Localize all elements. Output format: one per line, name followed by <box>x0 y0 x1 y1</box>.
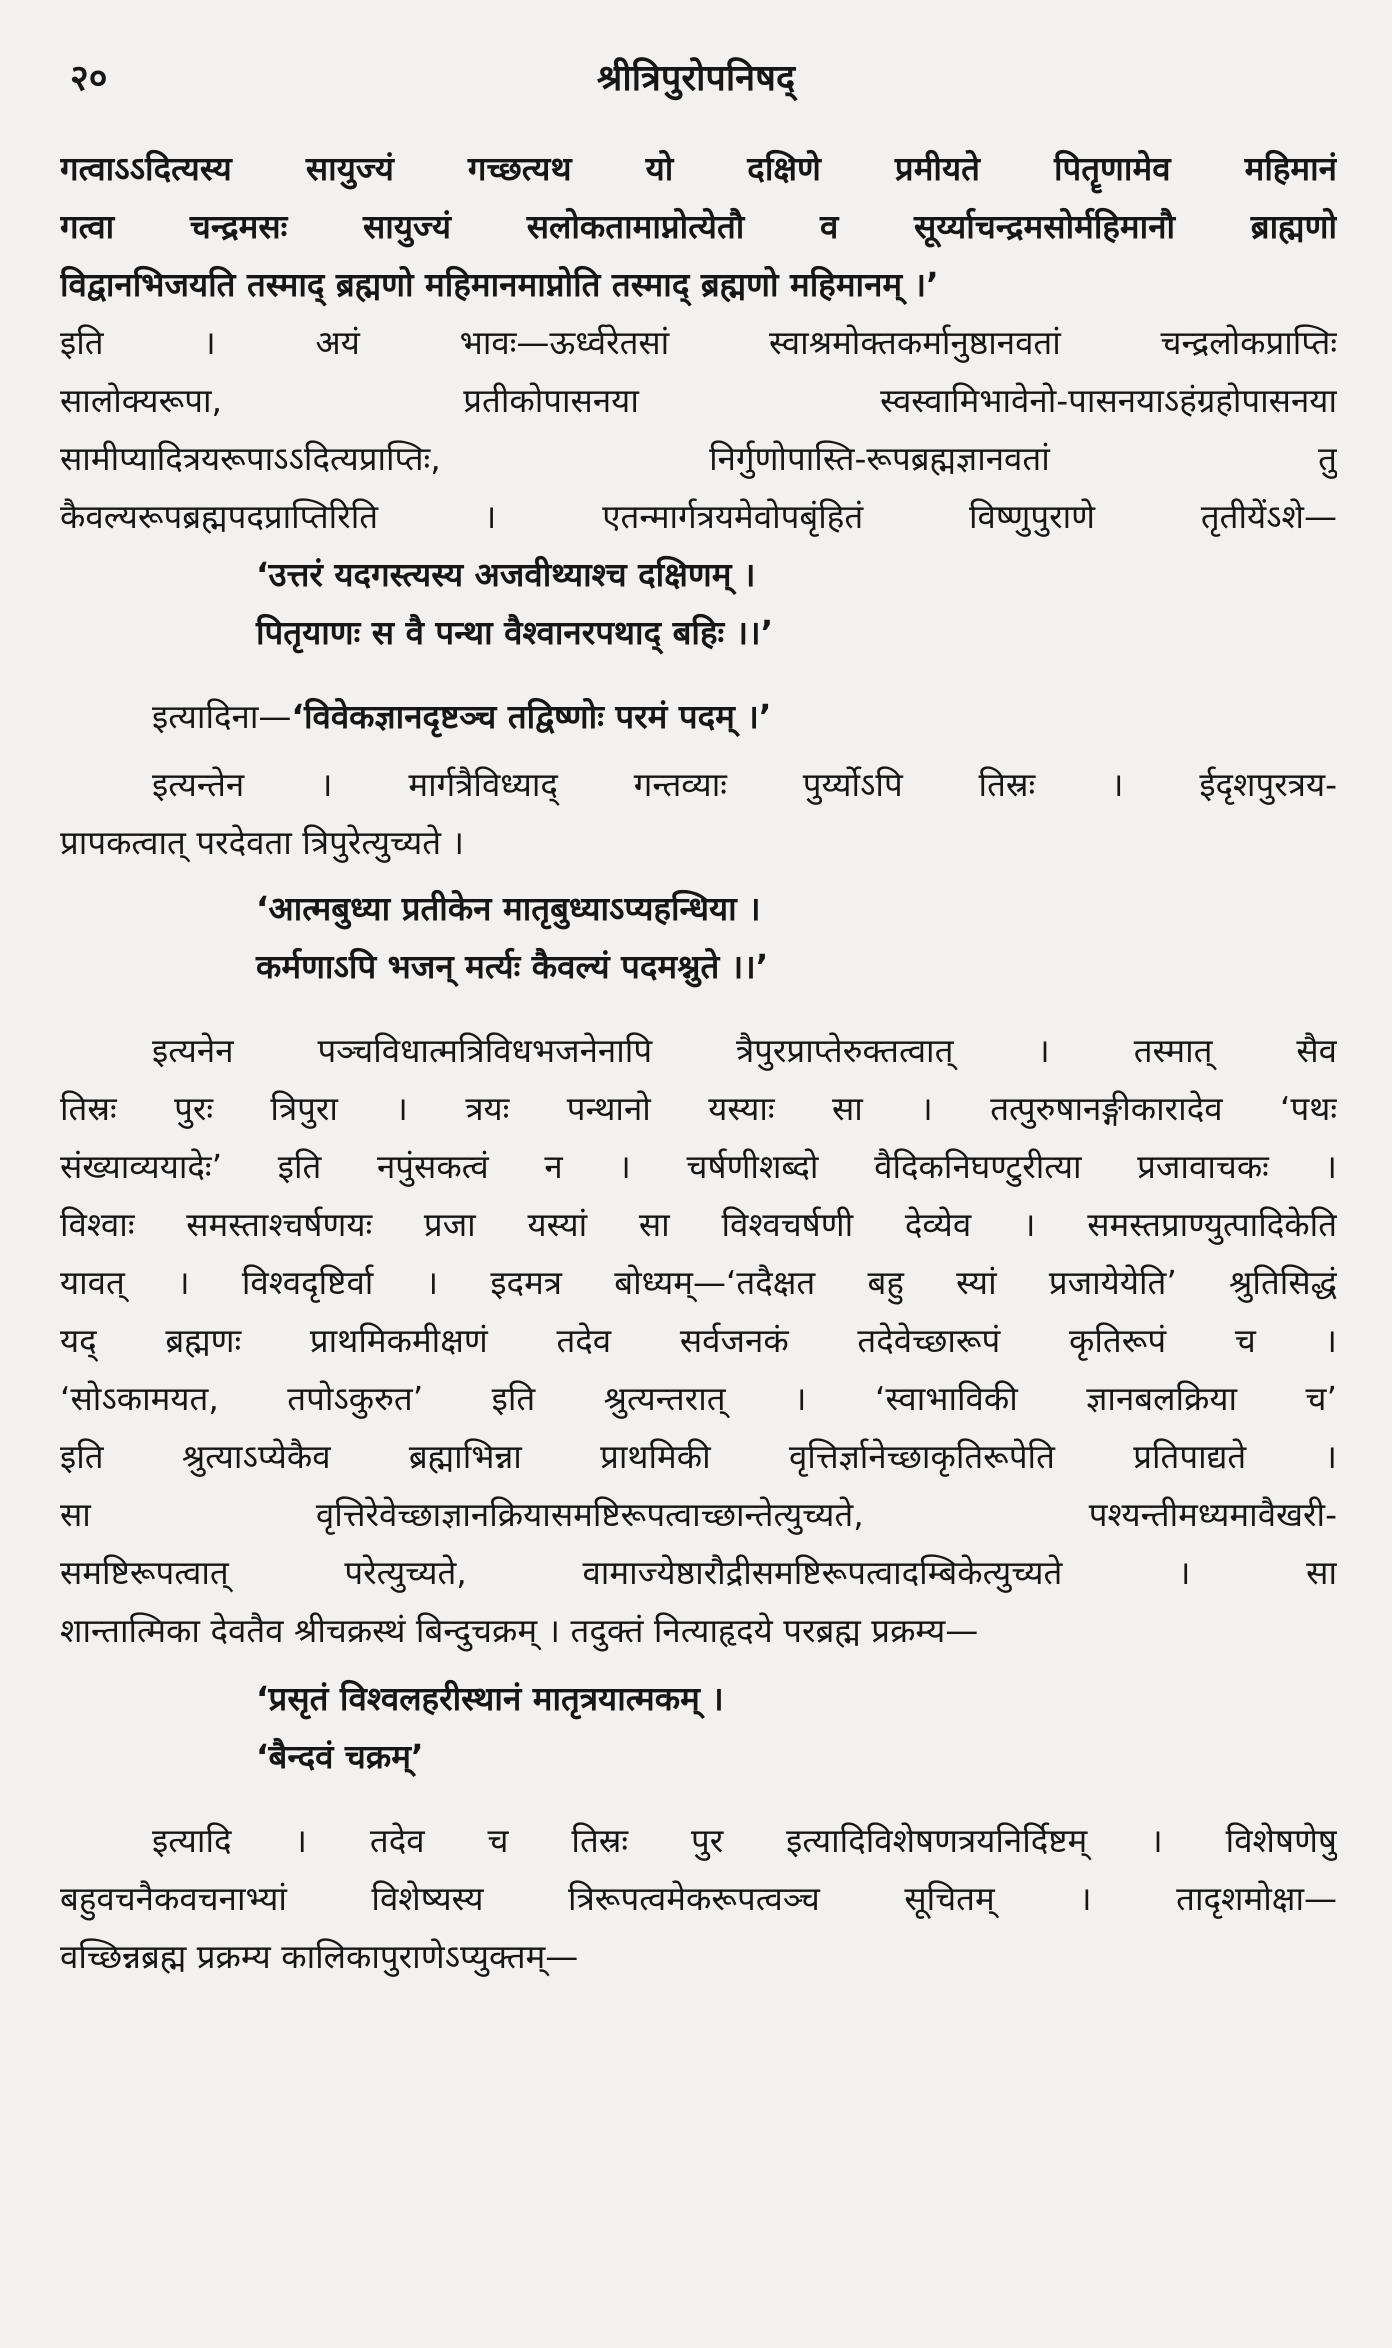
text-line: संख्याव्ययादेः’ इति नपुंसकत्वं न । चर्षणीशब्दो वैदिकनिघण्टुरीत्या प्रजावाचकः । <box>60 1147 1337 1186</box>
page-body <box>60 140 1337 1986</box>
text-line: कैवल्यरूपब्रह्मपदप्राप्तिरिति । एतन्मार्गत्रयमेवोपबृंहितं विष्णुपुराणे तृतीयेंऽशे— <box>60 497 1337 536</box>
verse-line: ‘आत्मबुध्या प्रतीकेन मातृबुध्याऽप्यहन्धिया । <box>256 889 761 928</box>
text-line: विश्वाः समस्ताश्चर्षणयः प्रजा यस्यां सा विश्वचर्षणी देव्येव । समस्तप्राण्युत्पादिकेति <box>60 1205 1337 1244</box>
text-line: इत्यनेन पञ्चविधात्मत्रिविधभजनेनापि त्रैपुरप्राप्तेरुक्तत्वात् । तस्मात् सैव <box>152 1031 1337 1070</box>
text-line: गत्वा चन्द्रमसः सायुज्यं सलोकतामाप्नोत्येतौ व सूर्य्याचन्द्रमसोर्महिमानौ ब्राह्मणो <box>60 207 1337 246</box>
text-line: समष्टिरूपत्वात् परेत्युच्यते, वामाज्येष्ठारौद्रीसमष्टिरूपत्वादम्बिकेत्युच्यते । सा <box>60 1553 1337 1592</box>
text-line: इत्यादि । तदेव च तिस्रः पुर इत्यादिविशेषणत्रयनिर्दिष्टम् । विशेषणेषु <box>152 1821 1337 1860</box>
verse-line: ‘बैन्दवं चक्रम्’ <box>256 1737 424 1776</box>
page-header <box>60 52 1332 122</box>
text-line: यावत् । विश्वदृष्टिर्वा । इदमत्र बोध्यम्—‘तदैक्षत बहु स्यां प्रजायेयेति’ श्रुतिसिद्धं <box>60 1263 1337 1302</box>
text-line: बहुवचनैकवचनाभ्यां विशेष्यस्य त्रिरूपत्वमेकरूपत्वञ्च सूचितम् । तादृशमोक्षा— <box>60 1879 1337 1918</box>
text-line: इति श्रुत्याऽप्येकैव ब्रह्माभिन्ना प्राथमिकी वृत्तिर्ज्ञानेच्छाकृतिरूपेति प्रतिपाद्यते । <box>60 1437 1337 1476</box>
running-title: श्रीत्रिपुरोपनिषद् <box>596 58 796 99</box>
verse-line: ‘उत्तरं यदगस्त्यस्य अजवीथ्याश्च दक्षिणम् । <box>256 555 756 594</box>
text-line: यद् ब्रह्मणः प्राथमिकमीक्षणं तदेव सर्वजनकं तदेवेच्छारूपं कृतिरूपं च । <box>60 1321 1337 1360</box>
verse-line: पितृयाणः स वै पन्था वैश्वानरपथाद् बहिः ।।’ <box>256 613 774 652</box>
inline-quote: ‘विवेकज्ञानदृष्टञ्च तद्विष्णोः परमं पदम् ।’ <box>291 697 772 736</box>
page-number: २० <box>70 58 108 99</box>
text-line: गत्वाऽऽदित्यस्य सायुज्यं गच्छत्यथ यो दक्षिणे प्रमीयते पितॄणामेव महिमानं <box>60 149 1337 188</box>
text-line: सालोक्यरूपा, प्रतीकोपासनया स्वस्वामिभावेनो-पासनयाऽहंग्रहोपासनया <box>60 381 1337 420</box>
text-line: इति । अयं भावः—ऊर्ध्वरेतसां स्वाश्रमोक्तकर्मानुष्ठानवतां चन्द्रलोकप्राप्तिः <box>60 323 1337 362</box>
text-line: प्रापकत्वात् परदेवता त्रिपुरेत्युच्यते । <box>60 823 465 862</box>
text-line: शान्तात्मिका देवतैव श्रीचक्रस्थं बिन्दुचक्रम् । तदुक्तं नित्याहृदये परब्रह्म प्रक्रम्य— <box>60 1611 979 1650</box>
text-line: इत्यन्तेन । मार्गत्रैविध्याद् गन्तव्याः पुर्य्योऽपि तिस्रः । ईदृशपुरत्रय- <box>152 765 1337 804</box>
verse-line: ‘प्रसृतं विश्वलहरीस्थानं मातृत्रयात्मकम् । <box>256 1679 724 1718</box>
text-line: ‘सोऽकामयत, तपोऽकुरुत’ इति श्रुत्यन्तरात् । ‘स्वाभाविकी ज्ञानबलक्रिया च’ <box>60 1379 1337 1418</box>
verse-line: कर्मणाऽपि भजन् मर्त्यः कैवल्यं पदमश्नुते ।।’ <box>256 947 769 986</box>
text-line: वच्छिन्नब्रह्म प्रक्रम्य कालिकापुराणेऽप्युक्तम्— <box>60 1937 579 1976</box>
text-line: विद्वानभिजयति तस्माद् ब्रह्मणो महिमानमाप्नोति तस्माद् ब्रह्मणो महिमानम् ।’ <box>60 265 939 304</box>
inline-text: इत्यादिना— <box>152 697 292 736</box>
text-line: तिस्रः पुरः त्रिपुरा । त्रयः पन्थानो यस्याः सा । तत्पुरुषानङ्गीकारादेव ‘पथः <box>60 1089 1337 1128</box>
text-line: सा वृत्तिरेवेच्छाज्ञानक्रियासमष्टिरूपत्वाच्छान्तेत्युच्यते, पश्यन्तीमध्यमावैखरी- <box>60 1495 1337 1534</box>
text-line: सामीप्यादित्रयरूपाऽऽदित्यप्राप्तिः, निर्गुणोपास्ति-रूपब्रह्मज्ञानवतां तु <box>60 439 1337 478</box>
text-line <box>60 688 1337 746</box>
